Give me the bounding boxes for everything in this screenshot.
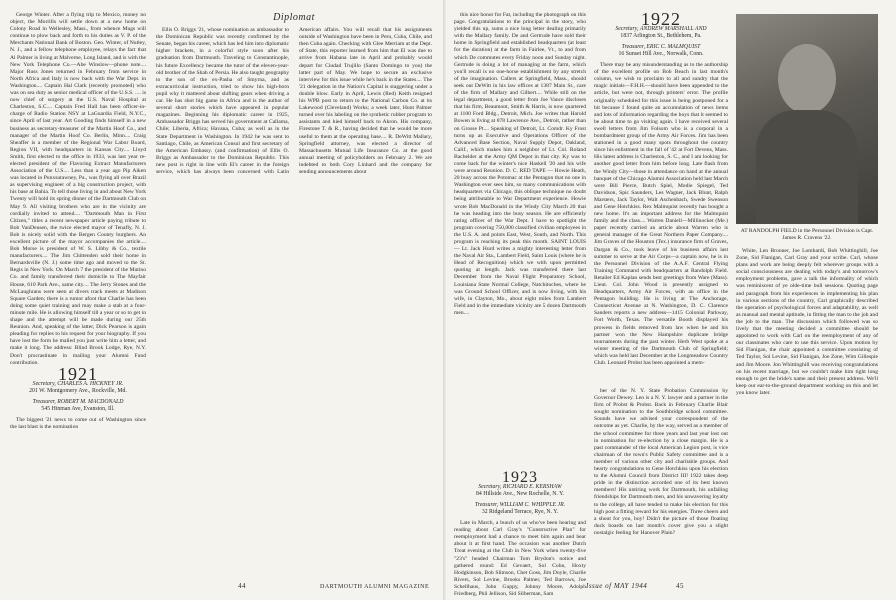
secretary-line-1923: Secretary, RICHARD E. KERSHAW [478, 484, 562, 491]
secretary-address-1921: 201 W. Montgomery Ave., Rockville, Md. [29, 387, 127, 394]
left-page-number: 44 [238, 582, 246, 590]
photo-subject-head [778, 44, 836, 114]
secretary-address-1922: 1837 Arlington St., Bethlehem, Pa. [620, 33, 702, 40]
right-col3-text: Late in March, a bunch of us who've been hearing and reading about Carl Gray's "Constructive Plan" for reemployment had a chance to meet him again and hear about it at first hand. The occasion was another Dutch Treat evening at the Club in New York when twenty-five "23's" headed Chairman Tom Brydon's notice and gathered round: Ed Gevaert, Sol Cohn, Hoxty Hodgkinson, Bob Slimson, Chet Goss, Jim Doyle, Charlie Rivers, Sol Levine, Brooks Palmer, Ted Barrows, Joe Schellhaus, John Guppy, Johnny Moore, Adolph Friedberg, Phil Jellison, Sid Silberman, Sam [454, 520, 586, 598]
left-col2-text: Ellis O. Briggs '21, whose nomination as ambassador to the Dominican Republic was recently confirmed by the Senate, began his career, which has led him into diplomatic higher brackets, in a colorful style soon after his graduation from Dartmouth. Traveling to Constantinople, his future Excellency became the tutor of the eleven-year-old brother of the Shah of Persia. He also taught geography to the son of the ex-Pasha of Smyrna, and as extracurricular instruction, tried to show his high-born pupil why it mattered about shifting gears when driving a car. He has shot big game in Africa and is the author of several short stories which have appeared in popular magazines. Beginning his diplomatic career in 1925, Ambassador Briggs has served his government at Callama, Chile; Liberia, Africa; Havana, Cuba; as well as in the State Department in Washington. In 1942 he was sent to Santiago, Chile, as American Consul and first secretary of the American Embassy. (and confirmation) of Ellis O. Briggs as Ambassador to the Dominican Republic. This new post is right in line with El's career in the foreign service, which has always been concerned with Latin American affairs. You will recall that his assignments outside of Washington have been in Peru, Cuba, Chile, and then Cuba again. Checking with Glee Merriam at the Dept. of State, this reporter learned from him that El was due to arrive from Habana late in April and probably would depart for Ciudad Trujillo (Santo Domingo to you) the latter part of May. We hope to secure an exclusive interview for this issue while he's back in the States.... The '21 delegation in the Nation's Capital is staggering under a double blow. Early in April, Lewis (Red) Keith resigned his WPB post to return to the National Carbon Co. at its Lakewood (Cleveland) Works; a week later, Hunt Palmer turned over his labeling on the synthetic rubber program to assistants and hied himself back to Akron. His company, Firestone T. & R., having decided that he would be more useful to them at the operating base.... R. DeWitt Mallary, Springfield attorney, was elected a director of Massachusetts Mutual Life Insurance Co. at the good annual meeting of policyholders on February 2. We are indebted to both Cory Linhard and the company for sending announcements about [156, 27, 432, 175]
right-col1-text: this nice honor for Fat, including the photograph on this page. Congratulations to the principal in the story, who yielded this up, sums a nice long letter dealing primarily with the Mallary family. De and Gertrude have sold their home in Springfield and established headquarters (at least for the duration) at the farm in Fairlee, Vt., to and from which De commutes every Friday noon and Sunday night. Gertrude is doing a lot of managing at the farm, which you'll recall is no one-horse establishment by any stretch of the imagination. Callers at Springfield, Mass., should seek out DeWitt in his law offices at 1387 Main St., care of the firm of Mallary and Gilbert.... While still on the legal department, a good letter from Joe Vance discloses that his firm, Beaumont, Smith & Harris, is now quartered at 1100 Ford Bldg., Detroit, Mich. Joe writes that Harold Bowen is living at 878 Lawrence Ave., Detroit, rather than on Grosse Pt.... Speaking of Detroit, Lt. Comdr. Ky Frost turns up as Executive and Operations Officer of the Advanced Base Section, Naval Supply Depot, Oakland, Calif., which makes him a neighbor of Lt. Col. Roland Bachelder at the Army QM Depot in that city. Ky was to come back for the winter's nice Haskell '20 and his wife were around Reunion. D. C. RED TAPE — Howie Heath, 20 busy across the Potomac at the Pentagon that no one in Washington ever sees him, so many communications with headquarters via Chicago, this oblique technique no doubt being attributable to War Department experience. Howie wrote Bob MacDonald in the Windy City March 20 that he was heading into the busy season. He are efficiently rating officer of the War Dept. I have to spotlight the program covering 750,000 classified civilian employees in the U.S. A. and points East, West, South, and North. This program is reaching its peak this month. SAINT LOUIS — Lt. Jack Hurd writes a mighty interesting letter from the Naval Air Sta., Lambert Field, Saint Louis (where he is Head of Recognition) which we with upon permitted quoting at length. Jack was transferred there last December from the Naval Flight Preparatory School, Louisiana State Normal College, Natchitoches, where he was Ground School Officer, and is now living, with his wife, in Clayton, Mo., about eight miles from Lambert Field and in the immediate vicinity are 5 dozen Dartmouth men.... [454, 12, 586, 316]
left-column-2 [156, 12, 432, 572]
right-col2-text: There may be any misunderstanding as to the authorship of the excellent profile on Bob Beach in last month's column, we wish to proclaim to all and sundry that the magic initials—F.H.H.—should have been appended to the article, but were not, through printers' error. The profile originally scheduled for this issue is being postponed for a bit because I found quite an accumulation of news items and lots of information regarding the boys that it seemed to be about time to go visiting again. I have received several swell letters from Jim Folsom who is a corporal in a bombardment group of the Army Air Forces. Jim has been stationed in a good many spots throughout the country since his enlistment in the fall of '42 at Fort Devens, Mass. His latest address is Charleston, S. C., and I am looking for another good letter from him before long. Late flash from the Windy City—those in attendance on hand at the annual banquet of the Chicago Alumni Association held last March were Bill Pierce, Butch Spiel, Modie Spiegel, Ted Davidson, Spic Saunders, Les Wagner, Jack Blunt, Ralph Marsters, Jack Taylor, Walt Aschenbach, Swede Swenson and Gene Hotchkiss. Rex Malmquist recently has bought a new home. It's an important address for the Malmquist family and the class.... Warren Daniell—Millinocket (Me.) paper recently carried an article about Warren who is general manager of the Great Northern Paper Company.... Jim Graves of the Houston (Tex.) insurance firm of Graves, Dargan & Co., took leave of his business affairs last summer to serve at the Air Corps—a captain now, he is in the Personnel Division of the A.A.F. Central Flying Training Command with headquarters at Randolph Field. Retailer Ed Kaplan sends best greetings from Ware (Mass). Lieut. Col. John Wood is presently assigned to Headquarters, Army Air Forces, with an office in the Pentagon building. He is living at The Anchorage, Connecticut Avenue at N. Washington, D. C. Clarence Sanders reports a new address—1415 Colonial Parkway, Fort Worth, Texas. The versatile Booth displayed his prowess in fields removed from law when he and his partner won the New Hampshire duplicate bridge tournaments during the past winter. Herb West spoke at a winter meeting of the Dartmouth Club of Springfield; which was held last December at the Longmeadow Country Club. Leonard Probst has been appointed a mem- [594, 62, 728, 367]
year-heading-1922: 1922 [641, 9, 681, 29]
year-heading-1923: 1923 [502, 469, 538, 486]
right-col3-top-text: White, Len Bronner, Joe Lombardi, Bob Whittinghill, Joe Zone, Sid Flanigan, Carl Gray and your scribe. Carl, whose plans and work are being deeply felt wherever groups with a social consciousness are dealing with today's and tomorrow's employment problems, gave a talk the informality of which was reminiscent of ye olde-time bull sessions. Quoting page and paragraph from his experiences in implementing his plan in various sections of the country, Carl graphically described the operation of psychological forces and adaptability, as well as manual and mental aptitude, in fitting the man to the job and the job to the man. The discussion which followed was so lively that the meeting decided a committee should be appointed to work with Carl on the reemployment of any of our classmates who care to use this service. Upon motion by Sid Flanigan, the chair appointed a committee consisting of Ted Taylor, Sol Levine, Sid Flanigan, Joe Zone, Wim Gillespie and Jim Moore. Jon Whittinghill was receiving congratulations on his recent marriage, but we couldn't make him tight long enough to get the bride's name and their present address. We'll keep our ear-to-the-ground department working on this and let you know later. [736, 248, 878, 396]
treasurer-address-1922: 16 Sunset Hill Ave., Norwalk, Conn. [618, 51, 704, 58]
treasurer-line-1921: Treasurer, ROBERT M. MACDONALD [32, 398, 124, 405]
right-column-3 [736, 248, 878, 578]
secretary-line-1922: Secretary, ANDREW MARSHALL AND [615, 26, 707, 33]
year-heading-1921: 1921 [58, 363, 98, 384]
treasurer-line-1922: Treasurer, ERIC C. MALMQUIST [621, 44, 701, 51]
portrait-photo [736, 14, 878, 224]
left-page [0, 0, 446, 600]
photo-caption: AT RANDOLPH FIELD in the Personnel Division is Capt. James R. Cravens '22. [740, 228, 874, 241]
magazine-title-footer: DARTMOUTH ALUMNI MAGAZINE [320, 584, 430, 590]
right-column-4-overflow [736, 580, 737, 581]
treasurer-address-1923: 32 Ridgeland Terrace, Rye, N. Y. [481, 509, 559, 516]
photo-subject-body [756, 110, 858, 224]
right-column-2-lower [594, 388, 728, 578]
secretary-address-1923: 84 Hillside Ave., New Rochelle, N. Y. [476, 491, 564, 498]
right-col2b-text: ber of the N. Y. State Probation Commission by Governor Dewey. Len is a N. Y. lawyer and a partner in the firm of Probst & Probst. Back in February Charlie Blair sought nomination to the Southbridge school committee. Sounds have we advised your correspondent of the outcome as yet. Charlie, by the way, served as a member of the school committee for three years and last year lost out in nomination for re-election by a close margin. He is a past commander of the local American Legion post, is vice chairman of the town's Public Safety committee and is a member of various other city and charitable groups. And hearty congratulations to Gene Hotchkiss upon his election to the Alumni Council from District III! 1922 takes deep pride in the distinction accorded one of its best known members! His untiring work for Dartmouth, his unfailing friendships for Dartmouth men, and his unwavering loyalty to the college, all have tended to make his election for this high post a fitting reward for his energies. Three cheers and a shout for you, boy! Didn't the picture of those floating duck boards on last month's cover give you a slight nostalgic feeling for Hanover Plain? [594, 388, 728, 536]
left-column-1 [10, 12, 146, 572]
left-col1-tail: The biggest '21 news to come out of Washington since the last blast is the nomination [10, 416, 146, 430]
issue-date-footer: Issue of MAY 1944 [586, 582, 648, 590]
right-page-number: 45 [676, 582, 684, 590]
right-column-1-lower [454, 469, 586, 598]
right-page [446, 0, 896, 600]
right-col4-text [736, 580, 737, 581]
left-col1-text: George Winter. After a flying trip to Mexico, money no object, the Morrills will settle down at a new home on Colony Road in Wellesley, Mass., from whence Mugs will continue to plow back and forth to his duties as V. P. of the Merchants National Bank of Boston. Geo. Winter, of Nutley, N. J., and a fellow telephone employee, relays the fact that Al Palmer is living at Malverne, Long Island, and is with the New York Telephone Co.—Abe Winslow—phone note.... Major Russ Jones returned in February from service in North Africa and Italy is now back with the War Dept. in Washington.... Captain Hal Clark (recently promoted) who was on sea duty as senior medical officer of the U.S.S. .... is now chief of surgery at the U.S. Naval Hospital at Charleston, S.C.... Captain Fred Hall has been officer-in-charge of Radio Station NSY at LaGuardia Field, N.Y.C., since April of last year. Art Gooding finds himself in a new business as secretary-treasurer of the Martin Hoof Co., and manager of the Martin Hoof Co. Berlin, Minn.... Craig Sheaffer is a member of the Regional War Labor Board, Region VII, with headquarters in Kansas City.... Lloyd Smith, first elected to the office in 1933, was last year re-elected president of the Flavoring Extract Manufacturers Association of the U.S.... Less than a year ago Pip Aiken was located in Punxsutawney, Pa., was flying all over Brazil as supervising engineer of a big construction project, with his base at Bahia. To tell those living in and about New York Twenty will hold its spring dinner of the Dartmouth Club on May 9. All visiting brothers who are in the vicinity are cordially invited to attend.... "Dartmouth Man in First Citizen," titles a recent newspaper article paying tribute to Bob VanDeusen, the twice elected mayor of Tenafly, N. J. Bob is nicely solid with the Bergen County burghers. An excellent picture of the mayor accompanies the article.... Bob Morse is president of W. S. Libby & Co., textile manufacturers.... The Jim Chittenden sold their home in Bernardsville (N. J.) some time ago and moved to the St. Regis in New York. On March 7 the president of the Mutino Co. and family transferred their domicile to The Mayfair House, 610 Park Ave., same city.... The Jerry Stones and the McLaughrans were seen at divers track meets at Madison Square Garden; there is a rumor afoot that Charlie has been doing some quiet training and may make a stab at a four-minute mile. He is allowing himself till a year or so to get in shape and the attempt will be made during our 25th Reunion. And, speaking of the latter, Dick Pearson is again pleading for replies to his request for your biography. If you have lost the form he mailed you just write him a letter, and make it long. The address: Blind Brook Lodge, Rye, N.Y. Don't procrastinate in mailing your Alumni Fund contribution. [10, 12, 146, 366]
diplomat-heading: Diplomat [273, 12, 315, 23]
secretary-line-1921: Secretary, CHARLES A. HICKNEY JR. [32, 380, 124, 387]
treasurer-address-1921: 545 Hinman Ave, Evanston, Ill. [41, 405, 115, 412]
treasurer-line-1923: Treasurer, WILLIAM C. WHIPPLE JR. [474, 502, 566, 509]
